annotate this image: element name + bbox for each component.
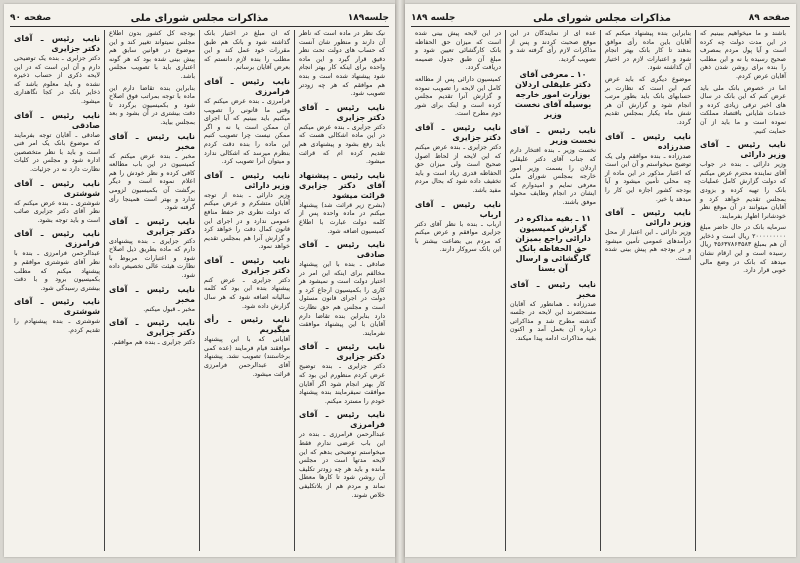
text-column xyxy=(10,30,105,551)
agenda-item-heading: ۱۱ ـ بقیه مذاکره در گزارش کمیسیون دارائی راجع بمیزان حق الحفاظه بانک گارگشائی و ارسال آن بسنا xyxy=(515,213,591,273)
left-page-columns xyxy=(10,30,389,551)
text-column xyxy=(506,30,601,551)
speech-paragraph: صادقی ـ بنده با این پیشنهاد مخالفم برای اینکه این امر در اختیار دولت است و نمیشود هر کاری را بکمیسیون ارجاع کرد و دولت در اجرای قانون مسئول است و مجلس هم حق نظارت دارد بنابراین بنده تقاضا دارم آقایان با این پیشنهاد موافقت نفرمایند. xyxy=(299,261,385,337)
speaker-heading: نایب رئیس ـ آقای شوشتری xyxy=(14,297,100,317)
right-page-columns xyxy=(411,30,790,551)
speech-paragraph: وزیر دارائی ـ بنده در جواب آقای نماینده محترم عرض میکنم که دولت گزارش کامل عملیات بانک را تهیه کرده و بزودی بمجلس تقدیم خواهد کرد و آقایان میتوانند در آن موقع نظر خودشانرا اظهار بفرمایند. xyxy=(700,161,786,220)
speaker-heading: نایب رئیس ـ آقای صادقی xyxy=(14,110,100,130)
speaker-heading: نایب رئیس ـ آقای صدرزاده xyxy=(605,131,691,151)
speech-paragraph: بنابراین بنده پیشنهاد میکنم که آقایان باین ماده رأی موافق بدهند تا کار بانک بهتر انجام شود و اعتبارات لازم در اختیار آن گذاشته شود. xyxy=(605,30,691,72)
speech-paragraph: دکتر جزایری ـ عرض کنم پیشنهاد بنده این بود که کلمه سالیانه اضافه شود که هر سال گزارش داده شود. xyxy=(204,276,290,310)
right-page xyxy=(405,4,796,557)
speech-paragraph: مخبر ـ بنده عرض میکنم که کمیسیون در این باب مطالعه کافی کرده و نظر خودش را هم اعلام نموده است و دیگر برگشت آن بکمیسیون لزومی ندارد و بهتر است همینجا رأی گرفته شود. xyxy=(109,152,195,212)
right-page-header xyxy=(411,10,790,27)
speech-paragraph: صدرزاده ـ همانطور که آقایان مستحضرند این لایحه در جلسه گذشته مطرح شد و مذاکراتی درباره آن بعمل آمد و اکنون بقیه مذاکرات ادامه پیدا میکند. xyxy=(510,300,596,342)
speaker-heading: نایب رئیس ـ آقای دکتر جزایری xyxy=(109,318,195,338)
speaker-heading: نایب رئیس ـ آقای دکتر جزایری xyxy=(415,122,501,142)
text-column xyxy=(105,30,200,551)
session-label: جلسه۱۸۹ xyxy=(347,13,389,23)
speech-paragraph: شوشتری ـ بنده عرض میکنم که نظر آقای دکتر جزایری صائب است و باید توجه بشود. xyxy=(14,199,100,224)
speech-paragraph: عده ای از نمایندگان در این موقع صحبت کردند و پس از مذاکرات لازم رأی گرفته شد و تصویب گردید. xyxy=(510,30,596,63)
agenda-item-heading: ۱۰ ـ معرفی آقای دکتر علیقلی اردلان بوزارت امور خارجه بوسیله آقای نخست وزیر xyxy=(514,70,592,120)
speech-paragraph: آقایانی که با این پیشنهاد موافقند قیام فرمایند (عده کمی برخاستند) تصویب نشد. پیشنهاد آقای عبدالرحمن فرامرزی قرائت میشود. xyxy=(204,336,290,378)
text-column xyxy=(411,30,506,551)
speech-paragraph: (بشرح زیر قرائت شد) پیشنهاد میکنم در ماده واحده پس از کلمه دولت عبارت با اطلاع کمیسیون اضافه شود. xyxy=(299,201,385,235)
speech-paragraph: صدرزاده ـ بنده موافقم ولی یک توضیح میخواستم و آن این است که اعتبار مذکور در این ماده از چه محلی تأمین میشود و آیا بودجه کشور اجازه این کار را میدهد یا خیر. xyxy=(605,152,691,203)
speech-paragraph: که آن مبلغ در اختیار بانک گذاشته شود و بانک هم طبق مقررات خود عمل کند و این مطلب را بنده لازم دانستم که بعرض آقایان برسانم. xyxy=(204,30,290,72)
speaker-heading: نایب رئیس ـ آقای مخبر xyxy=(109,131,195,151)
speaker-heading: نایب رئیس ـ آقای دکتر جزایری xyxy=(14,34,100,53)
running-title: مذاکرات مجلس شورای ملی xyxy=(130,12,269,24)
page-number: صفحه ۸۹ xyxy=(748,13,790,23)
speech-paragraph: دکتر جزایری ـ بنده پیشنهادی دارم که ماده بطریق ذیل اصلاح شود و اعتبارات مربوط با نظارت هیئت عالی تخصیص داده شود. xyxy=(109,237,195,280)
speech-paragraph: موضوع دیگری که باید عرض کنم این است که نظارت بر حسابهای بانک باید بطور مرتب انجام شود و گزارش آن هر شش ماه یکبار بمجلس تقدیم گردد. xyxy=(605,75,691,126)
speech-paragraph: بنابراین بنده تقاضا دارم این ماده با توجه بمراتب فوق اصلاح شود و بکمیسیون برگردد تا دقت بیشتری در آن بشود و بعد بمجلس بیاید. xyxy=(109,84,195,126)
speech-paragraph: وزیر دارائی ـ بنده از توجه آقایان متشکرم و عرض میکنم که دولت نظری جز حفظ منافع عمومی ندارد و در اجرای این قانون کمال دقت را خواهد کرد و گزارش آنرا هم بمجلس تقدیم خواهد نمود. xyxy=(204,191,290,251)
speech-paragraph: دکتر جزایری ـ بنده یک توضیحی دارم و آن این است که در این لایحه ذکری از حساب ذخیره نشده و باید معلوم باشد که ذخایر بانک در کجا نگاهداری میشود. xyxy=(14,55,100,105)
speech-paragraph: اما در خصوص بانک ملی باید عرض کنم که این بانک در سال های اخیر ترقی زیادی کرده و خدمات شایانی باقتصاد مملکت نموده است و ما باید از آن حمایت کنیم. xyxy=(700,84,786,135)
speech-paragraph: عبدالرحمن فرامرزی ـ بنده با نظر آقای شوشتری موافقم و پیشنهاد میکنم که مطلب بکمیسیون برود و با دقت بیشتری رسیدگی شود. xyxy=(14,250,100,292)
speech-paragraph: دکتر جزایری ـ بنده توضیح عرض کردم منظورم این بود که کار بهتر انجام شود اگر آقایان موافقت نمیفرمایند بنده پیشنهاد خودم را مسترد میکنم. xyxy=(299,363,385,405)
left-page-header xyxy=(10,10,389,27)
speaker-heading: نایب رئیس ـ آقای مخبر xyxy=(109,284,195,304)
speaker-heading: نایب رئیس ـ آقای دکتر جزایری xyxy=(109,216,195,236)
speaker-heading: نایب رئیس ـ آقای وزیر دارائی xyxy=(605,208,691,228)
speech-paragraph: صادقی ـ آقایان توجه بفرمایند که موضوع بانک یک امر فنی است و باید با نظر متخصصین اداره شود و مجلس در کلیات نظارت دارد نه در جزئیات. xyxy=(14,131,100,173)
speaker-heading: نایب رئیس ـ رأی میگیریم xyxy=(204,315,290,335)
speech-paragraph: باشند و ما میخواهیم ببینیم که در این مدت دولت چه کرده است و آیا پول مردم بمصرف صحیح رسیده یا نه و این مطلب را بنده برای روشن شدن ذهن آقایان عرض کردم. xyxy=(700,30,786,80)
speaker-heading: نایب رئیس ـ آقای ارباب xyxy=(415,199,501,219)
text-column xyxy=(295,30,389,551)
speaker-heading: نایب رئیس ـ آقای دکتر جزایری xyxy=(299,102,385,122)
book-gutter xyxy=(395,0,405,563)
speaker-heading: نایب رئیس ـ آقای صادقی xyxy=(299,240,385,260)
text-column xyxy=(601,30,696,551)
speech-paragraph: بودجه کل کشور بدون اطلاع مجلس نمیتواند تغییر کند و این موضوع در قوانین سابق هم پیش بینی شده بود که هر گونه اعتباری باید با تصویب مجلس باشد. xyxy=(109,30,195,80)
speech-paragraph: عبدالرحمن فرامرزی ـ بنده در این باب عرضی ندارم فقط میخواستم توضیحی بدهم که این لایحه مدتها است در مجلس مانده و باید هر چه زودتر تکلیف آن روشن شود تا کارها معطل نماند و مردم هم از بلاتکلیفی خلاص شوند. xyxy=(299,431,385,499)
speaker-heading: نایب رئیس ـ پیشنهاد آقای دکتر جزایری قرائت میشود xyxy=(299,170,385,200)
speech-paragraph: فرامرزی ـ بنده عرض میکنم که وقتی ما قانونی را تصویب میکنیم باید ببینیم که آیا اجرای آن ممکن است یا نه و اگر ممکن نیست چرا تصویب کنیم این ماده را بنده دقت کردم بنظرم میرسد که اشکالی ندارد و میتوان آنرا تصویب کرد. xyxy=(204,97,290,166)
speech-paragraph: وزیر دارائی ـ این اعتبار از محل درآمدهای عمومی تأمین میشود و در بودجه هم پیش بینی شده است. xyxy=(605,229,691,262)
speaker-heading: نایب رئیس ـ آقای نخست وزیر xyxy=(510,126,596,146)
speech-paragraph: شوشتری ـ بنده پیشنهادم را تقدیم کردم. xyxy=(14,318,100,334)
speech-paragraph: نیک نظر در ماده است که ناظر آن دارند و منظور شان آنست که حساب های دولت تحت نظر دقیق قرار گیرد و این ماده واحده برای اینکه کار بهتر انجام شود پیشنهاد شده است و بنده هم موافقم که هر چه زودتر تصویب شود. xyxy=(299,30,385,98)
speech-paragraph: در این لایحه پیش بینی شده است که میزان حق الحفاظه بانک کارگشائی تعیین شود و مبلغ آن طبق جدول ضمیمه دریافت گردد. xyxy=(415,30,501,72)
speech-paragraph: سرمایه بانک در حال حاضر مبلغ ۲۰۰۰۰۰۰۰۰۰ ریال است و ذخایر آن هم بمبلغ ۴۵۶۳۷۸۶۳۵۸۳ ریال رسیده است و این ارقام نشان میدهد که بانک در وضع مالی خوبی قرار دارد. xyxy=(700,224,786,275)
speaker-heading: نایب رئیس ـ آقای شوشتری xyxy=(14,178,100,198)
speaker-heading: نایب رئیس ـ آقای دکتر جزایری xyxy=(204,255,290,275)
text-column xyxy=(200,30,295,551)
running-title: مذاکرات مجلس شورای ملی xyxy=(533,12,671,24)
speech-paragraph: کمیسیون دارائی پس از مطالعه کامل این لایحه را تصویب نموده و گزارش آنرا تقدیم مجلس کرده است و اینک برای شور دوم مطرح است. xyxy=(415,75,501,118)
speech-paragraph: دکتر جزایری ـ بنده عرض میکنم در این ماده اشکالی هست که باید رفع بشود و پیشنهادی هم تقدیم کرده ام که قرائت میشود. xyxy=(299,123,385,166)
speaker-heading: نایب رئیس ـ آقای فرامرزی xyxy=(299,410,385,430)
speaker-heading: نایب رئیس ـ آقای دکتر جزایری xyxy=(299,342,385,362)
speech-paragraph: دکتر جزایری ـ بنده هم موافقم. xyxy=(111,339,195,347)
text-column xyxy=(696,30,790,551)
left-page xyxy=(4,4,395,557)
speech-paragraph: دکتر جزایری ـ بنده عرض میکنم که این لایحه از لحاظ اصول صحیح است ولی میزان حق الحفاظه قدری زیاد است و باید تخفیف داده شود که بحال مردم مفید باشد. xyxy=(415,143,501,194)
speaker-heading: نایب رئیس ـ آقای وزیر دارائی xyxy=(700,140,786,160)
speaker-heading: نایب رئیس ـ آقای فرامرزی xyxy=(14,229,100,249)
speech-paragraph: نخست وزیر ـ بنده افتخار دارم که جناب آقای دکتر علیقلی اردلان را بسمت وزیر امور خارجه بمجلس شورای ملی معرفی نمایم و امیدوارم که ایشان در انجام وظایف محوله موفق باشند. xyxy=(510,147,596,206)
page-number: صفحه ۹۰ xyxy=(10,13,52,23)
speaker-heading: نایب رئیس ـ آقای فرامرزی xyxy=(204,76,290,96)
session-label: جلسه ۱۸۹ xyxy=(411,13,456,23)
speaker-heading: نایب رئیس ـ آقای وزیر دارائی xyxy=(204,170,290,190)
speech-paragraph: ارباب ـ بنده با نظر آقای دکتر جزایری موافقم و عرض میکنم که مردم بی بضاعت بیشتر با این بانک سروکار دارند. xyxy=(415,220,501,254)
speaker-heading: نایب رئیس ـ آقای مخبر xyxy=(510,279,596,299)
speech-paragraph: مخبر ـ قبول میکنم. xyxy=(143,305,195,313)
